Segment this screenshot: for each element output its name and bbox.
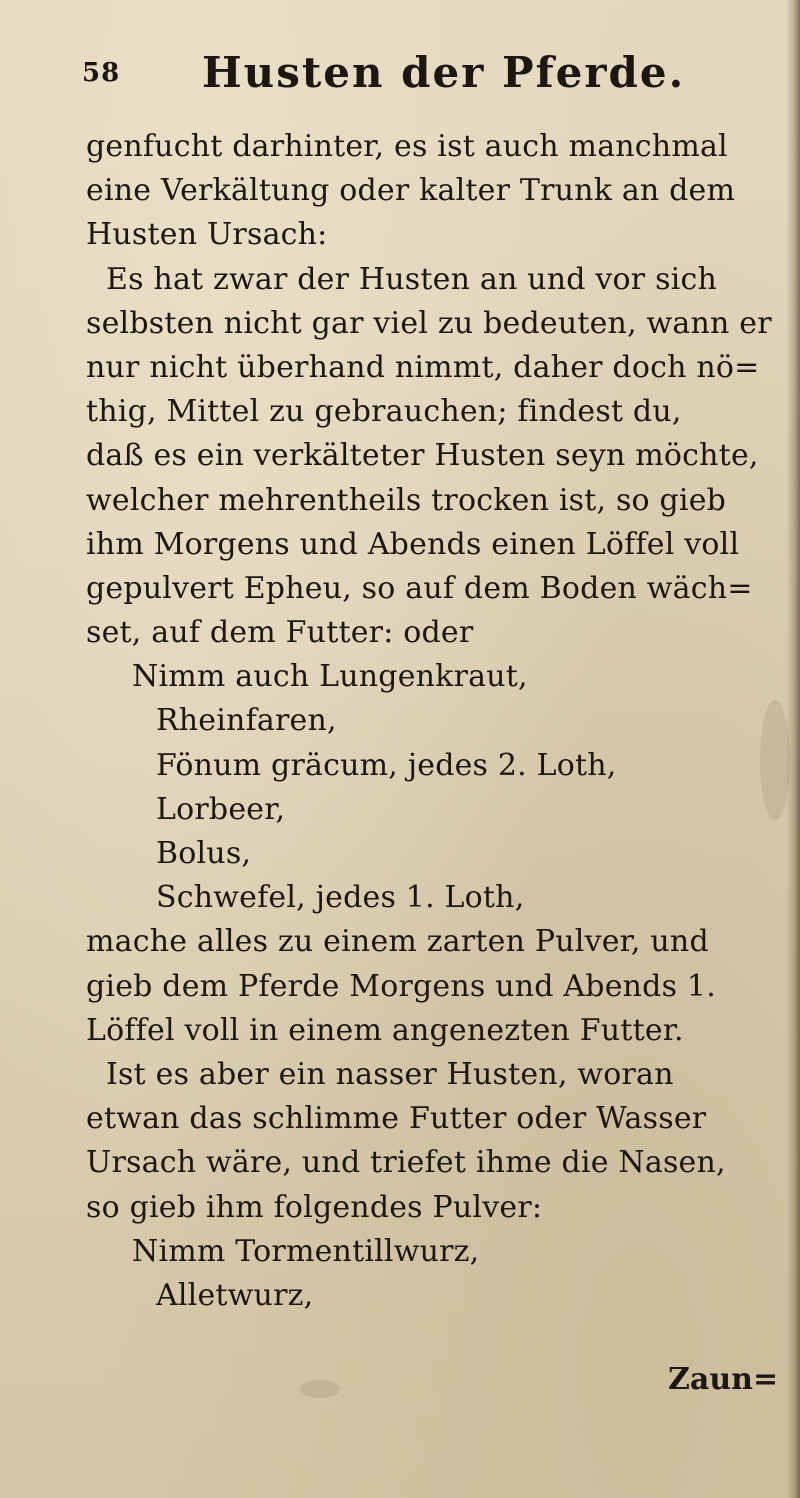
recipe-line: Alletwurz, bbox=[156, 1277, 314, 1313]
running-title: Husten der Pferde. bbox=[202, 48, 686, 97]
text-line: selbsten nicht gar viel zu bedeuten, wann er bbox=[86, 305, 772, 341]
text-line: daß es ein verkälteter Husten seyn möchte, bbox=[86, 438, 759, 474]
text-line: Es hat zwar der Husten an und vor sich bbox=[106, 261, 717, 297]
page-number: 58 bbox=[82, 58, 121, 88]
text-line: Löffel voll in einem angenezten Futter. bbox=[86, 1012, 684, 1048]
recipe-line: Nimm Tormentillwurz, bbox=[132, 1233, 480, 1269]
recipe-line: Rheinfaren, bbox=[156, 703, 337, 739]
text-line: etwan das schlimme Futter oder Wasser bbox=[86, 1101, 707, 1137]
text-line: gieb dem Pferde Morgens und Abends 1. bbox=[86, 968, 716, 1004]
body-text bbox=[86, 125, 772, 1318]
text-line: nur nicht überhand nimmt, daher doch nö= bbox=[86, 349, 760, 385]
text-line: genfucht darhinter, es ist auch manchmal bbox=[86, 129, 728, 164]
paper-stain bbox=[300, 1380, 340, 1398]
text-line: Ist es aber ein nasser Husten, woran bbox=[106, 1056, 674, 1092]
text-line: ihm Morgens und Abends einen Löffel voll bbox=[86, 526, 740, 562]
catchword: Zaun= bbox=[668, 1362, 779, 1397]
text-line: thig, Mittel zu gebrauchen; findest du, bbox=[86, 394, 682, 430]
text-line: so gieb ihm folgendes Pulver: bbox=[86, 1189, 543, 1225]
text-line: welcher mehrentheils trocken ist, so gieb bbox=[86, 482, 727, 518]
text-line: mache alles zu einem zarten Pulver, und bbox=[86, 924, 709, 960]
text-line: set, auf dem Futter: oder bbox=[86, 615, 474, 651]
text-line: Husten Ursach: bbox=[86, 217, 328, 253]
page-header bbox=[82, 48, 722, 108]
recipe-line: Schwefel, jedes 1. Loth, bbox=[156, 880, 525, 916]
text-line: gepulvert Epheu, so auf dem Boden wäch= bbox=[86, 570, 753, 606]
text-line: eine Verkältung oder kalter Trunk an dem bbox=[86, 173, 736, 209]
recipe-line: Nimm auch Lungenkraut, bbox=[132, 659, 528, 695]
recipe-line: Lorbeer, bbox=[156, 791, 286, 827]
text-line: Ursach wäre, und triefet ihme die Nasen, bbox=[86, 1145, 726, 1181]
recipe-line: Bolus, bbox=[156, 836, 252, 871]
page-edge-shadow bbox=[786, 0, 800, 1498]
recipe-line: Fönum gräcum, jedes 2. Loth, bbox=[156, 747, 617, 783]
